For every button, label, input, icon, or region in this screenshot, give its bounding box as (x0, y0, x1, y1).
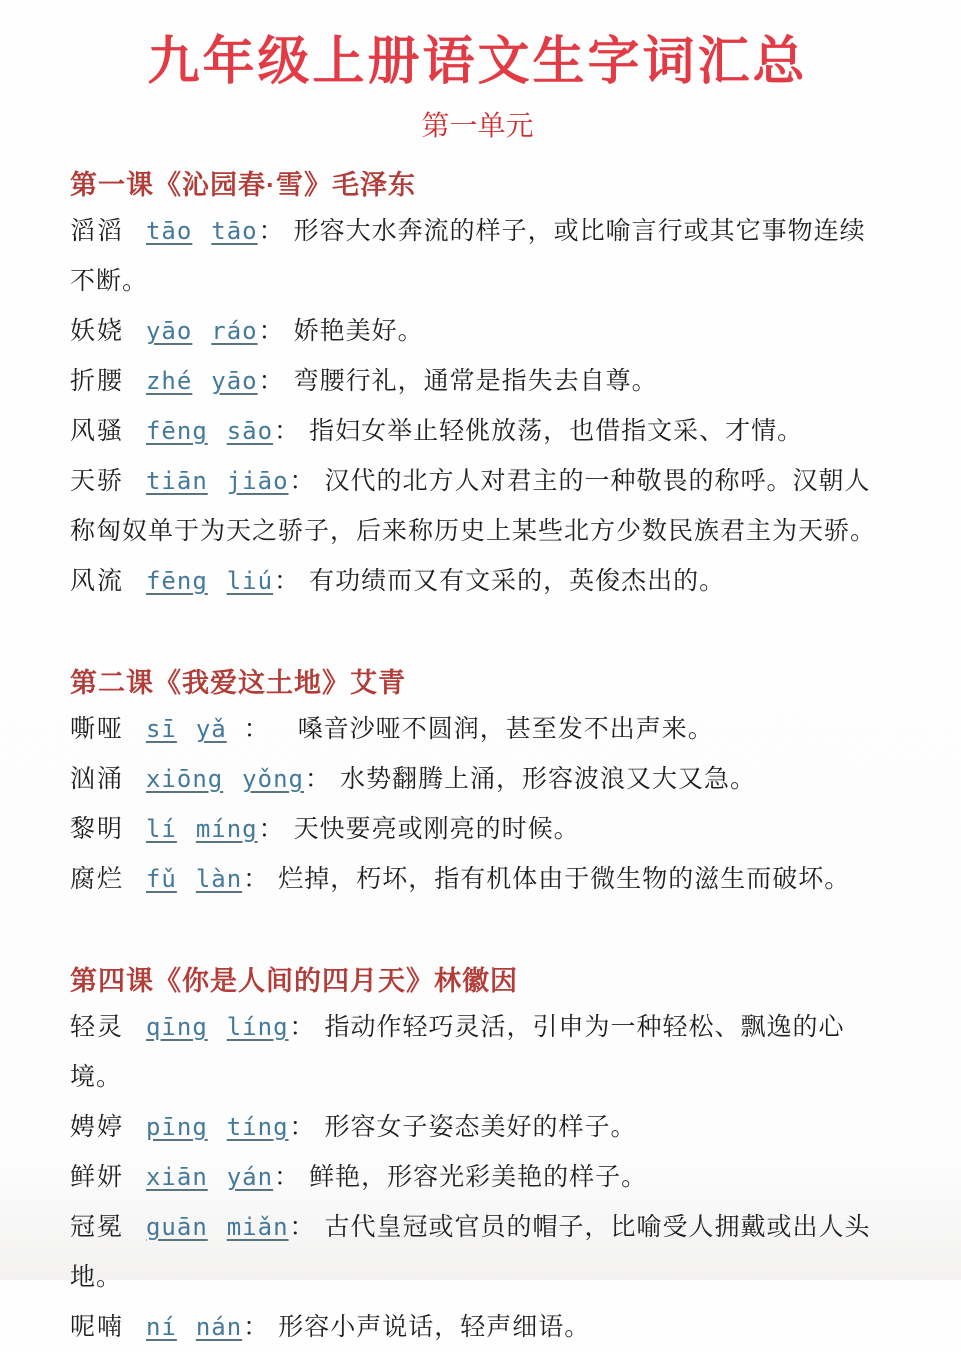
unit-subtitle: 第一单元 (421, 111, 534, 142)
entry-word: 风流 (70, 567, 125, 595)
entry-colon: ： (258, 217, 285, 245)
vocab-entry (70, 1002, 885, 1102)
entry-definition: 烂掉，朽坏，指有机体由于微生物的滋生而破坏。 (278, 865, 851, 893)
entry-colon: ： (289, 1113, 316, 1141)
entry-pinyin-1: tāo (145, 217, 193, 245)
entry-colon: ： (304, 765, 331, 793)
section-heading: 第四课《你是人间的四月天》林徽因 (70, 966, 518, 996)
entry-colon: ： (274, 417, 301, 445)
lesson-section-3 (70, 960, 885, 1352)
entry-colon: ： (289, 467, 316, 495)
entry-pinyin-1: fēng (145, 567, 208, 595)
entry-word: 折腰 (70, 367, 125, 395)
entry-pinyin-2: nán (195, 1313, 243, 1341)
vocab-entry (70, 206, 885, 306)
vocab-entry (70, 306, 885, 356)
entry-pinyin-1: fēng (145, 417, 208, 445)
entry-pinyin-1: ní (145, 1313, 177, 1341)
vocab-entry (70, 754, 885, 804)
vocab-entry (70, 1202, 885, 1302)
entry-pinyin-1: qīng (145, 1013, 208, 1041)
section-heading: 第一课《沁园春·雪》毛泽东 (70, 170, 416, 200)
entry-colon: ： (274, 567, 301, 595)
entry-colon: ： (243, 1313, 270, 1341)
vocab-entry (70, 456, 885, 556)
entry-pinyin-2: yán (226, 1163, 274, 1191)
entry-pinyin-1: xiān (145, 1163, 208, 1191)
entry-pinyin-2: líng (226, 1013, 289, 1041)
entry-definition: 形容大水奔流的样子，或比喻言行或其它事物连续不断。 (70, 217, 866, 295)
entry-definition: 指动作轻巧灵活，引申为一种轻松、飘逸的心境。 (70, 1013, 845, 1091)
entry-pinyin-1: fǔ (145, 865, 177, 893)
entry-colon: ： (243, 865, 270, 893)
vocab-entry (70, 1102, 885, 1152)
entry-word: 黎明 (70, 815, 125, 843)
vocab-entry (70, 556, 885, 606)
entry-pinyin-2: tíng (226, 1113, 289, 1141)
vocab-entry (70, 704, 885, 754)
entry-colon: ： (243, 715, 270, 743)
entry-pinyin-1: yāo (145, 317, 193, 345)
entry-word: 嘶哑 (70, 715, 125, 743)
entry-colon: ： (289, 1013, 316, 1041)
vocab-entry (70, 406, 885, 456)
entry-word: 呢喃 (70, 1313, 125, 1341)
entry-definition: 弯腰行礼，通常是指失去自尊。 (293, 367, 658, 395)
section-heading: 第二课《我爱这土地》艾青 (70, 668, 406, 698)
vocab-entry (70, 854, 885, 904)
entry-pinyin-1: sī (145, 715, 177, 743)
entry-pinyin-1: xiōng (145, 765, 224, 793)
entry-pinyin-2: làn (195, 865, 243, 893)
entry-pinyin-2: jiāo (226, 467, 289, 495)
entry-word: 鲜妍 (70, 1163, 125, 1191)
entry-word: 轻灵 (70, 1013, 125, 1041)
entry-definition: 嗓音沙哑不圆润，甚至发不出声来。 (297, 715, 714, 743)
entry-pinyin-2: yāo (211, 367, 258, 395)
entry-pinyin-1: lí (145, 815, 177, 843)
entry-pinyin-2: ráo (211, 317, 258, 345)
entry-word: 汹涌 (70, 765, 125, 793)
entry-definition: 鲜艳，形容光彩美艳的样子。 (309, 1163, 648, 1191)
entry-definition: 有功绩而又有文采的，英俊杰出的。 (309, 567, 726, 595)
entry-pinyin-2: miǎn (226, 1213, 289, 1241)
entry-pinyin-2: liú (226, 567, 274, 595)
vocab-entry (70, 1152, 885, 1202)
entry-definition: 形容女子姿态美好的样子。 (324, 1113, 637, 1141)
entry-pinyin-1: guān (145, 1213, 208, 1241)
entry-word: 滔滔 (70, 217, 125, 245)
entry-pinyin-1: tiān (145, 467, 208, 495)
entry-definition: 汉代的北方人对君主的一种敬畏的称呼。汉朝人称匈奴单于为天之骄子，后来称历史上某些北方少数民族君主为天骄。 (70, 467, 877, 545)
entry-definition: 娇艳美好。 (293, 317, 424, 345)
entry-word: 冠冕 (70, 1213, 125, 1241)
vocab-entry (70, 804, 885, 854)
vocab-entry (70, 1302, 885, 1352)
vocab-entry (70, 356, 885, 406)
entry-pinyin-2: yǒng (242, 765, 304, 793)
entry-pinyin-2: sāo (226, 417, 274, 445)
lesson-section-2 (70, 662, 885, 904)
entry-pinyin-2: tāo (211, 217, 258, 245)
entry-colon: ： (258, 367, 285, 395)
entry-definition: 指妇女举止轻佻放荡，也借指文采、才情。 (309, 417, 804, 445)
entry-definition: 古代皇冠或官员的帽子，比喻受人拥戴或出人头地。 (70, 1213, 871, 1291)
entry-pinyin-2: míng (195, 815, 258, 843)
entry-colon: ： (289, 1213, 316, 1241)
entry-colon: ： (274, 1163, 301, 1191)
entry-pinyin-1: zhé (145, 367, 193, 395)
entry-word: 风骚 (70, 417, 125, 445)
entry-definition: 形容小声说话，轻声细语。 (278, 1313, 591, 1341)
entry-definition: 天快要亮或刚亮的时候。 (293, 815, 580, 843)
entry-word: 天骄 (70, 467, 125, 495)
page-title: 九年级上册语文生字词汇总 (147, 33, 808, 91)
lesson-section-1 (70, 164, 885, 606)
entry-colon: ： (258, 317, 285, 345)
entry-pinyin-2: yǎ (195, 715, 227, 743)
entry-word: 娉婷 (70, 1113, 125, 1141)
entry-word: 腐烂 (70, 865, 125, 893)
entry-definition: 水势翻腾上涌，形容波浪又大又急。 (339, 765, 756, 793)
entry-colon: ： (258, 815, 285, 843)
entry-word: 妖娆 (70, 317, 125, 345)
entry-pinyin-1: pīng (145, 1113, 208, 1141)
